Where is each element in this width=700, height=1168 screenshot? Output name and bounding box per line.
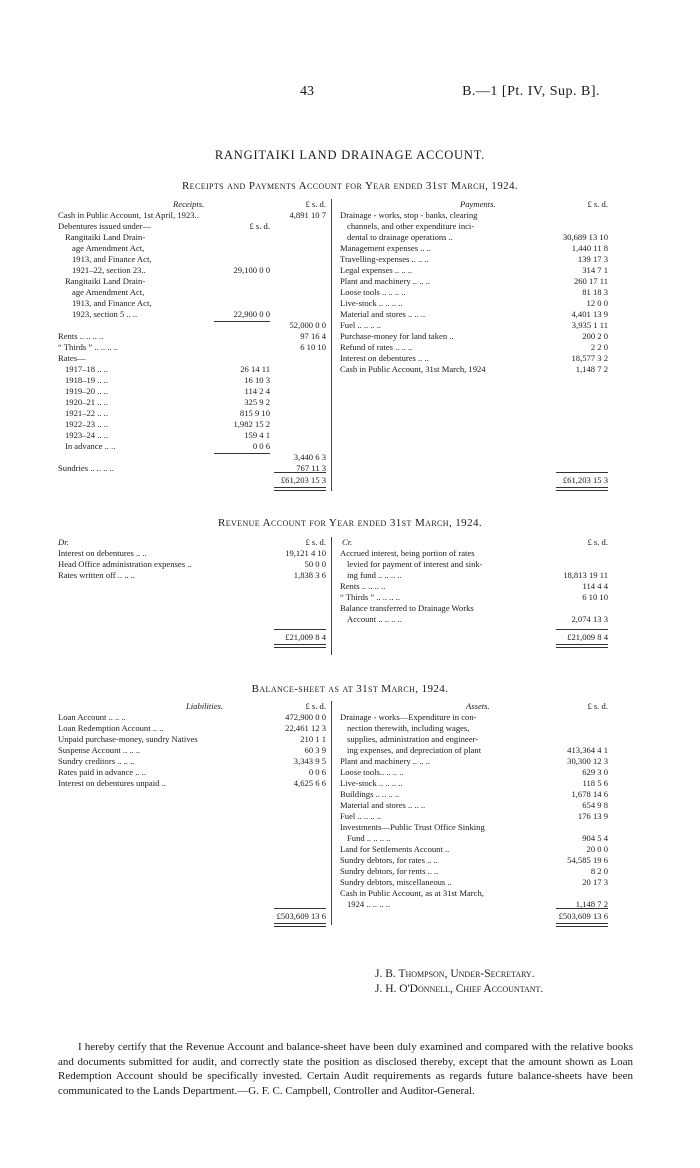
row-amount: 30,300 12 3 (567, 756, 608, 766)
row-description: Loan Redemption Account .. .. (58, 723, 164, 733)
row-description: Rates— (58, 353, 86, 363)
currency-heading: £ s. d. (587, 537, 608, 547)
row-description: 1917–18 .. .. (65, 364, 108, 374)
table-row (58, 243, 326, 254)
assets-total: £503,609 13 6 (558, 911, 608, 921)
column-divider (331, 537, 332, 655)
row-amount: 3,343 9 5 (293, 756, 326, 766)
row-description: Rates paid in advance .. .. (58, 767, 147, 777)
receipts-header-row (58, 199, 326, 210)
row-description: In advance .. .. (65, 441, 116, 451)
row-description: Plant and machinery .. .. .. (340, 756, 430, 766)
row-description: 1922–23 .. .. (65, 419, 108, 429)
currency-heading: £ s. d. (587, 701, 608, 711)
table-row (340, 712, 608, 723)
row-amount: 12 0 0 (586, 298, 608, 308)
row-description: channels, and other expenditure inci- (347, 221, 475, 231)
row-amount: 54,585 19 6 (567, 855, 608, 865)
row-amount: 260 17 11 (573, 276, 608, 286)
total-rule (556, 908, 608, 909)
row-sub-amount: £ s. d. (249, 221, 270, 231)
row-amount: 97 16 4 (300, 331, 326, 341)
table-row (340, 756, 608, 767)
debit-column (58, 537, 326, 581)
payments-column (340, 199, 608, 375)
credit-column (340, 537, 608, 625)
signature-block (375, 967, 543, 997)
signature-under-secretary: J. B. Thompson, Under-Secretary. (375, 968, 535, 980)
row-description: Rents .. .. .. .. (340, 581, 386, 591)
row-amount: 1,838 3 6 (293, 570, 326, 580)
revenue-account (58, 537, 608, 655)
table-row (340, 548, 608, 559)
row-description: 1921–22 .. .. (65, 408, 108, 418)
table-row (340, 778, 608, 789)
table-row (58, 408, 326, 419)
row-description: Travelling-expenses .. .. .. (340, 254, 429, 264)
row-description: Legal expenses .. .. .. (340, 265, 413, 275)
table-row (340, 232, 608, 243)
row-description: Fund .. .. .. .. (347, 833, 391, 843)
row-description: Drainage - works—Expenditure in con- (340, 712, 477, 722)
row-amount: 629 3 0 (582, 767, 608, 777)
receipts-total-row (58, 475, 326, 486)
table-row (58, 287, 326, 298)
row-description: ing fund .. .. .. .. (347, 570, 402, 580)
currency-heading: £ s. d. (587, 199, 608, 209)
row-description: Land for Settlements Account .. (340, 844, 450, 854)
table-row (58, 386, 326, 397)
row-description: 1923–24 .. .. (65, 430, 108, 440)
row-amount: 20 17 3 (582, 877, 608, 887)
row-amount: 50 0 0 (304, 559, 326, 569)
total-rule (274, 908, 326, 909)
table-row (58, 559, 326, 570)
liabilities-rows (58, 712, 326, 789)
table-row (340, 265, 608, 276)
assets-column (340, 701, 608, 910)
certificate-text: I hereby certify that the Revenue Account and balance-sheet have been duly examined and compared with the relative books and documents submitted for audit, and correctly state the position as disclosed thereby, except that the amount shown as Loan Redemption Account should be specifically invested. Certain Audit requirements as regards future balance-sheets have been communicated to the Lands Department.—G. F. C. Campbell, Controller and Auditor-General. (58, 1041, 633, 1097)
table-row (58, 723, 326, 734)
credit-heading: Cr. (342, 537, 353, 547)
row-description: Rangitaiki Land Drain- (65, 232, 146, 242)
row-sub-amount: 1,982 15 2 (233, 419, 270, 429)
row-amount: 18,813 19 11 (563, 570, 608, 580)
signature-chief-accountant: J. H. O'Donnell, Chief Accountant. (375, 983, 544, 995)
total-double-rule (274, 487, 326, 491)
table-row (340, 603, 608, 614)
table-row (340, 210, 608, 221)
row-description: Fuel .. .. .. .. (340, 811, 382, 821)
row-description: Sundries .. .. .. .. (58, 463, 114, 473)
credit-rows (340, 548, 608, 625)
row-sub-amount: 325 9 2 (244, 397, 270, 407)
receipts-payments-account (58, 199, 608, 491)
currency-heading: £ s. d. (305, 199, 326, 209)
row-description: Head Office administration expenses .. (58, 559, 192, 569)
table-row (340, 745, 608, 756)
row-amount: 200 2 0 (582, 331, 608, 341)
row-amount: 2,074 13 3 (571, 614, 608, 624)
balance-sheet-heading: Balance-sheet as at 31st March, 1924. (251, 683, 449, 695)
table-row (340, 800, 608, 811)
row-amount: 1,148 7 2 (575, 899, 608, 909)
table-row (340, 844, 608, 855)
table-row (340, 822, 608, 833)
row-description: age Amendment Act, (72, 243, 145, 253)
payments-total-row (340, 475, 608, 486)
total-rule (556, 629, 608, 630)
table-row (340, 789, 608, 800)
row-description: age Amendment Act, (72, 287, 145, 297)
row-amount: 4,625 6 6 (293, 778, 326, 788)
total-double-rule (274, 923, 326, 927)
page-number: 43 (300, 84, 314, 99)
debit-total-row (58, 632, 326, 643)
row-sub-amount: 0 0 6 (252, 441, 270, 451)
row-description: Account .. .. .. .. (347, 614, 402, 624)
payments-header-row (340, 199, 608, 210)
row-amount: 60 3 9 (304, 745, 326, 755)
revenue-heading: Revenue Account for Year ended 31st March, 1924. (217, 517, 483, 529)
assets-rows (340, 712, 608, 910)
table-row (340, 254, 608, 265)
row-amount: 3,440 6 3 (293, 452, 326, 462)
receipts-rows (58, 210, 326, 474)
row-sub-amount: 114 2 4 (244, 386, 270, 396)
table-row (58, 221, 326, 232)
credit-total: £21,009 8 4 (567, 632, 608, 642)
row-amount: 4,891 10 7 (289, 210, 326, 220)
row-amount: 1,678 14 6 (571, 789, 608, 799)
row-description: 1919–20 .. .. (65, 386, 108, 396)
receipts-total: £61,203 15 3 (280, 475, 326, 485)
row-description: 1924 .. .. .. .. (347, 899, 390, 909)
row-amount: 413,364 4 1 (567, 745, 608, 755)
row-amount: 4,401 13 9 (571, 309, 608, 319)
row-amount: 6 10 10 (300, 342, 326, 352)
table-row (58, 441, 326, 452)
column-divider (331, 701, 332, 925)
row-sub-amount: 159 4 1 (244, 430, 270, 440)
row-description: “ Thirds ” .. .. .. .. (58, 342, 118, 352)
total-rule (274, 472, 326, 473)
table-row (340, 592, 608, 603)
page-title: RANGITAIKI LAND DRAINAGE ACCOUNT. (214, 148, 486, 162)
table-row (340, 877, 608, 888)
row-sub-amount: 22,900 0 0 (233, 309, 270, 319)
table-row (58, 265, 326, 276)
table-row (340, 570, 608, 581)
audit-certificate (58, 1040, 633, 1098)
table-row (340, 331, 608, 342)
debit-total: £21,009 8 4 (285, 632, 326, 642)
table-row (58, 419, 326, 430)
row-description: Material and stores .. .. .. (340, 800, 426, 810)
table-row (58, 320, 326, 331)
table-row (58, 309, 326, 320)
row-amount: 1,148 7 2 (575, 364, 608, 374)
table-row (340, 320, 608, 331)
credit-total-row (340, 632, 608, 643)
debit-heading: Dr. (58, 537, 69, 547)
table-row (58, 364, 326, 375)
assets-heading: Assets. (466, 701, 490, 711)
row-description: supplies, administration and engineer- (347, 734, 479, 744)
credit-header-row (340, 537, 608, 548)
row-description: Sundry creditors .. .. .. (58, 756, 135, 766)
table-row (58, 548, 326, 559)
row-description: 1921–22, section 23.. (72, 265, 146, 275)
row-description: Sundry debtors, for rates .. .. (340, 855, 438, 865)
assets-header-row (340, 701, 608, 712)
row-amount: 1,440 11 8 (571, 243, 608, 253)
row-description: Cash in Public Account, 31st March, 1924 (340, 364, 486, 374)
currency-heading: £ s. d. (305, 701, 326, 711)
row-amount: 8 2 0 (590, 866, 608, 876)
row-description: Balance transferred to Drainage Works (340, 603, 474, 613)
row-amount: 118 5 6 (582, 778, 608, 788)
row-amount: 19,121 4 10 (285, 548, 326, 558)
row-description: 1918–19 .. .. (65, 375, 108, 385)
row-description: Fuel .. .. .. .. (340, 320, 382, 330)
table-row (340, 309, 608, 320)
row-description: Refund of rates .. .. .. (340, 342, 413, 352)
row-amount: 30,689 13 10 (562, 232, 608, 242)
row-description: Loan Account .. .. .. (58, 712, 126, 722)
table-row (340, 342, 608, 353)
total-double-rule (274, 644, 326, 648)
row-description: Material and stores .. .. .. (340, 309, 426, 319)
row-sub-amount: 815 9 10 (239, 408, 270, 418)
assets-total-row (340, 911, 608, 922)
row-amount: 0 0 6 (308, 767, 326, 777)
receipts-heading: Receipts. (173, 199, 205, 209)
row-description: Sundry debtors, miscellaneous .. (340, 877, 452, 887)
table-row (340, 767, 608, 778)
total-double-rule (556, 487, 608, 491)
row-sub-amount: 16 10 3 (244, 375, 270, 385)
row-description: Rents .. .. .. .. (58, 331, 104, 341)
row-description: Sundry debtors, for rents .. .. (340, 866, 439, 876)
table-row (340, 298, 608, 309)
table-row (58, 712, 326, 723)
row-amount: 654 9 8 (582, 800, 608, 810)
row-amount: 176 13 9 (577, 811, 608, 821)
table-row (58, 254, 326, 265)
table-row (340, 723, 608, 734)
table-row (340, 811, 608, 822)
table-row (58, 232, 326, 243)
column-divider (331, 199, 332, 491)
row-description: Interest on debentures unpaid .. (58, 778, 166, 788)
row-description: Debentures issued under— (58, 221, 152, 231)
table-row (58, 452, 326, 463)
table-row (58, 353, 326, 364)
table-row (58, 331, 326, 342)
row-amount: 20 0 0 (586, 844, 608, 854)
row-amount: 767 11 3 (296, 463, 326, 473)
row-amount: 2 2 0 (590, 342, 608, 352)
row-description: 1920–21 .. .. (65, 397, 108, 407)
liabilities-heading: Liabilities. (186, 701, 224, 711)
liabilities-total-row (58, 911, 326, 922)
row-description: “ Thirds ” .. .. .. .. (340, 592, 400, 602)
table-row (58, 734, 326, 745)
liabilities-header-row (58, 701, 326, 712)
debit-rows (58, 548, 326, 581)
row-description: Rates written off .. .. .. (58, 570, 135, 580)
row-amount: 6 10 10 (582, 592, 608, 602)
liabilities-total: £503,609 13 6 (276, 911, 326, 921)
row-description: 1923, section 5 .. .. (72, 309, 138, 319)
row-description: ing expenses, and depreciation of plant (347, 745, 482, 755)
table-row (58, 778, 326, 789)
row-description: Rangitaiki Land Drain- (65, 276, 146, 286)
table-row (58, 210, 326, 221)
row-description: Drainage - works, stop - banks, clearing (340, 210, 478, 220)
table-row (58, 430, 326, 441)
table-row (340, 833, 608, 844)
row-description: Investments—Public Trust Office Sinking (340, 822, 485, 832)
row-amount: 3,935 1 11 (571, 320, 608, 330)
row-description: Live-stock .. .. .. .. (340, 778, 403, 788)
row-description: Buildings .. .. .. .. (340, 789, 400, 799)
row-description: Interest on debentures .. .. (58, 548, 147, 558)
row-amount: 904 5 4 (582, 833, 608, 843)
total-double-rule (556, 644, 608, 648)
table-row (340, 559, 608, 570)
currency-heading: £ s. d. (305, 537, 326, 547)
row-description: Plant and machinery .. .. .. (340, 276, 430, 286)
table-row (340, 287, 608, 298)
table-row (58, 375, 326, 386)
table-row (58, 745, 326, 756)
row-description: Suspense Account .. .. .. (58, 745, 141, 755)
table-row (58, 276, 326, 287)
row-description: Purchase-money for land taken .. (340, 331, 454, 341)
table-row (340, 581, 608, 592)
payments-total: £61,203 15 3 (562, 475, 608, 485)
row-description: 1913, and Finance Act, (72, 298, 152, 308)
table-row (58, 767, 326, 778)
table-row (340, 221, 608, 232)
table-row (58, 397, 326, 408)
debit-header-row (58, 537, 326, 548)
table-row (340, 734, 608, 745)
total-double-rule (556, 923, 608, 927)
total-rule (556, 472, 608, 473)
row-amount: 210 1 1 (300, 734, 326, 744)
liabilities-column (58, 701, 326, 789)
row-description: Live-stock .. .. .. .. (340, 298, 403, 308)
row-sub-amount: 26 14 11 (240, 364, 270, 374)
table-row (58, 342, 326, 353)
row-description: Loose tools .. .. .. .. (340, 287, 406, 297)
row-amount: 18,577 3 2 (571, 353, 608, 363)
row-amount: 22,461 12 3 (285, 723, 326, 733)
table-row (58, 756, 326, 767)
table-row (58, 570, 326, 581)
row-description: Loose tools.. .. .. .. (340, 767, 404, 777)
payments-heading: Payments. (460, 199, 496, 209)
table-row (58, 298, 326, 309)
row-amount: 52,000 0 0 (289, 320, 326, 330)
row-description: Interest on debentures .. .. (340, 353, 429, 363)
balance-sheet (58, 701, 608, 925)
table-row (340, 888, 608, 899)
row-amount: 114 4 4 (582, 581, 608, 591)
row-description: Cash in Public Account, as at 31st March, (340, 888, 484, 898)
table-row (340, 243, 608, 254)
table-row (340, 364, 608, 375)
row-description: Management expenses .. .. (340, 243, 431, 253)
row-description: nection therewith, including wages, (347, 723, 470, 733)
row-amount: 139 17 3 (577, 254, 608, 264)
row-amount: 472,900 0 0 (285, 712, 326, 722)
row-amount: 81 18 3 (582, 287, 608, 297)
table-row (340, 866, 608, 877)
row-sub-amount: 29,100 0 0 (233, 265, 270, 275)
receipts-payments-heading: Receipts and Payments Account for Year ended 31st March, 1924. (181, 180, 519, 192)
row-description: 1913, and Finance Act, (72, 254, 152, 264)
payments-rows (340, 210, 608, 375)
table-row (340, 855, 608, 866)
row-description: Cash in Public Account, 1st April, 1923.. (58, 210, 199, 220)
document-reference: B.—1 [Pt. IV, Sup. B]. (462, 84, 600, 99)
row-description: Accrued interest, being portion of rates (340, 548, 475, 558)
row-description: levied for payment of interest and sink- (347, 559, 483, 569)
row-description: dental to drainage operations .. (347, 232, 453, 242)
table-row (340, 276, 608, 287)
row-description: Unpaid purchase-money, sundry Natives (58, 734, 198, 744)
table-row (340, 614, 608, 625)
row-amount: 314 7 1 (582, 265, 608, 275)
table-row (340, 353, 608, 364)
receipts-column (58, 199, 326, 474)
total-rule (274, 629, 326, 630)
